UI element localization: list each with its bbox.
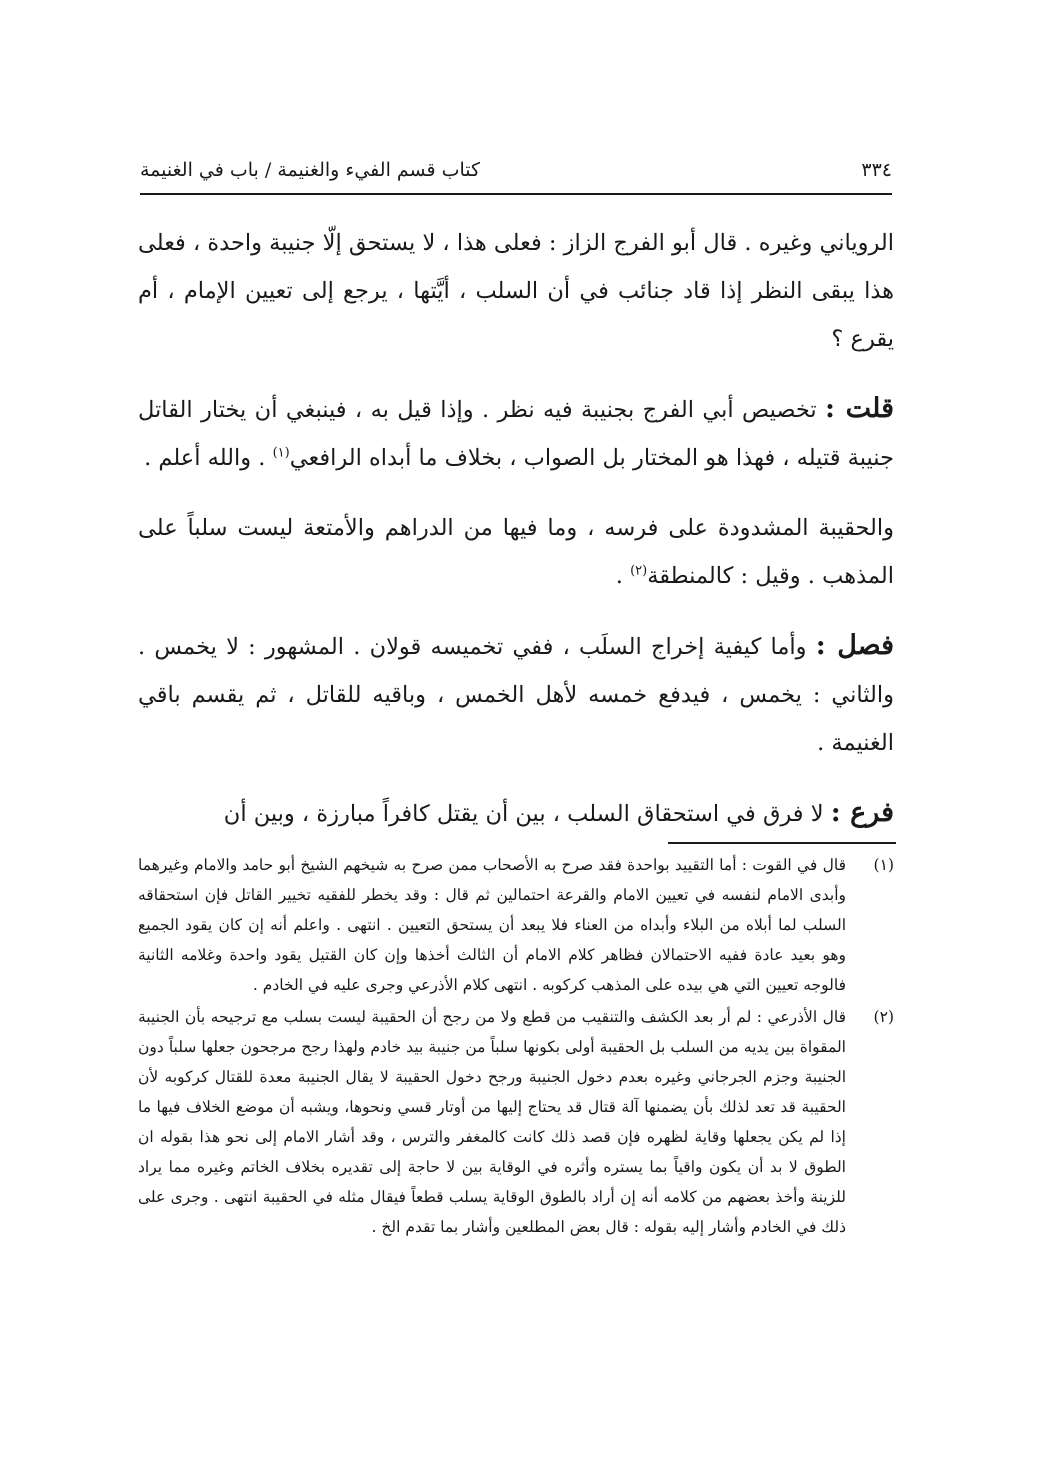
paragraph-text: الروياني وغيره . قال أبو الفرج الزاز : فعلى هذا ، لا يستحق إلّا جنيبة واحدة ، فعلى هذا يبقى النظر إذا قاد جنائب في أن السلب ، أيَّتها ، يرجع إلى تعيين الإمام ، أم يقرع ؟ xyxy=(138,230,894,352)
footnote-rule xyxy=(668,842,896,844)
paragraph xyxy=(138,504,894,600)
footnote-ref: (١) xyxy=(272,445,290,461)
footnote-number: (١) xyxy=(873,856,894,874)
page-number: ٣٣٤ xyxy=(861,159,892,181)
main-text xyxy=(138,218,894,838)
header-rule xyxy=(140,193,892,195)
paragraph-text: لا فرق في استحقاق السلب ، بين أن يقتل كافراً مبارزة ، وبين أن xyxy=(223,801,824,827)
paragraph-tail: . والله أعلم . xyxy=(144,445,273,471)
paragraph-text: والحقيبة المشدودة على فرسه ، وما فيها من الدراهم والأمتعة ليست سلباً على المذهب . وقيل : كالمنطقة xyxy=(138,515,894,589)
section-heading: فرع : xyxy=(830,797,894,828)
footnotes xyxy=(138,850,894,1242)
paragraph-lead: قلت : xyxy=(825,393,894,424)
paragraph-tail: . xyxy=(615,563,631,589)
footnote xyxy=(138,850,894,1000)
footnote-text: قال الأذرعي : لم أر بعد الكشف والتنقيب من قطع ولا من رجح أن الحقيبة ليست بسلب مع ترجيحه بأن الجنيبة المقواة بين يديه من السلب بل الحقيبة أولى بكونها سلباً من جنيبة بيد خادم ولهذا رجح مرجحون جعلها سلباً دون الجنيبة وجزم الجرجاني وغيره بعدم دخول الجنيبة ورجح دخول الحقيبة لا يقال الجنيبة معدة للقتال كركوبه لأن الحقيبة قد تعد لذلك بأن يضمنها آلة قتال قد يحتاج إليها من أوتار قسي ونحوها، ويشبه أن موضع الخلاف فيها ما إذا لم يكن يجعلها وقاية لظهره فإن قصد ذلك كانت كالمغفر والترس ، وقد أشار الامام إلى نحو هذا بقوله ان الطوق لا بد أن يكون واقياً بما يستره وأثره في الوقاية بين لا حاجة إلى تقديره بخلاف الخاتم وغيره مما يراد للزينة وأخذ بعضهم من كلامه أنه إن أراد بالطوق الوقاية يسلب قطعاً فيقال مثله في الحقيبة انتهى . وجرى على ذلك في الخادم وأشار إليه بقوله : قال بعض المطلعين وأشار بما تقدم الخ . xyxy=(138,1008,846,1236)
running-title: كتاب قسم الفيء والغنيمة / باب في الغنيمة xyxy=(140,159,481,181)
footnote xyxy=(138,1002,894,1242)
paragraph xyxy=(138,385,894,482)
footnote-ref: (٢) xyxy=(630,563,648,579)
page-header xyxy=(140,150,892,190)
footnote-number: (٢) xyxy=(873,1008,894,1026)
paragraph xyxy=(138,622,894,767)
paragraph xyxy=(138,218,894,363)
paragraph-text: وأما كيفية إخراج السلَب ، ففي تخميسه قولان . المشهور : لا يخمس . والثاني : يخمس ، فيدفع خمسه لأهل الخمس ، وباقيه للقاتل ، ثم يقسم باقي الغنيمة . xyxy=(138,634,894,756)
footnote-text: قال في القوت : أما التقييد بواحدة فقد صرح به الأصحاب ممن صرح به شيخهم الشيخ أبو حامد والامام وغيرهما وأبدى الامام لنفسه في تعيين الامام والقرعة احتمالين ثم قال : وقد يخطر للفقيه تخيير القاتل فإن استحقاقه السلب لما أبلاه من البلاء وأبداه من العناء فلا يبعد أن يستحق التعيين . انتهى . واعلم أنه إن كان يقود الجميع وهو بعيد عادة ففيه الاحتمالان فظاهر كلام الامام أن الثالث أخذها وإن كان القتيل يقود واحدة وغلامه الثانية فالوجه تعيين التي هي بيده على المذهب كركوبه . انتهى كلام الأذرعي وجرى عليه في الخادم . xyxy=(138,856,846,994)
paragraph-text: تخصيص أبي الفرج بجنيبة فيه نظر . وإذا قيل به ، فينبغي أن يختار القاتل جنيبة قتيله ، فهذا هو المختار بل الصواب ، بخلاف ما أبداه الرافعي xyxy=(138,397,894,471)
section-heading: فصل : xyxy=(815,630,895,661)
paragraph xyxy=(138,789,894,838)
